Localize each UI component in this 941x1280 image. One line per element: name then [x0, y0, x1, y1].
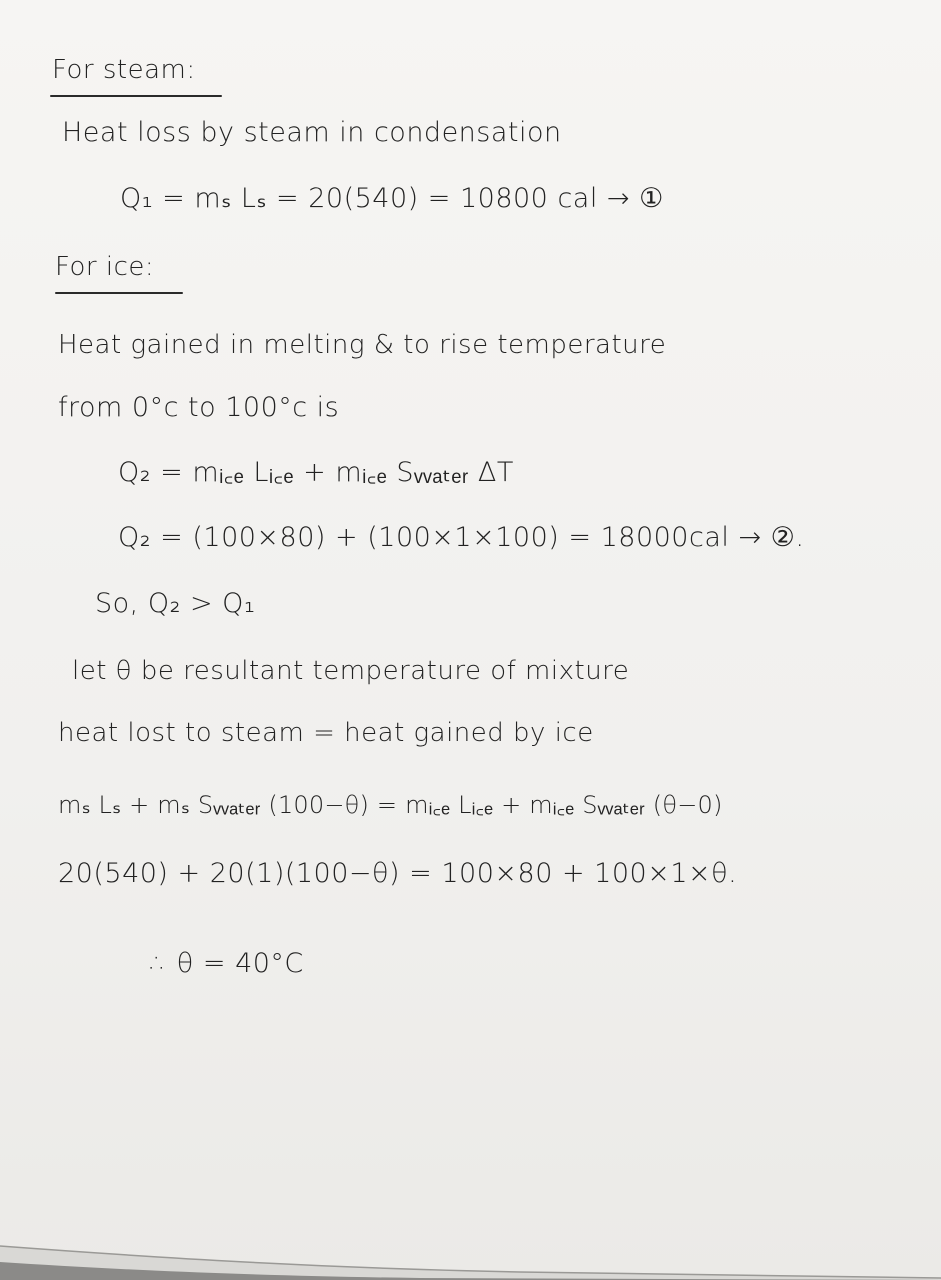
text-line: heat lost to steam = heat gained by ice	[58, 718, 594, 748]
result-line: ∴ θ = 40°C	[150, 948, 304, 979]
text-line: from 0°c to 100°c is	[58, 392, 340, 423]
equation-line: mₛ Lₛ + mₛ Sᵥᵥₐₜₑᵣ (100−θ) = mᵢ꜀ₑ Lᵢ꜀ₑ + mᵢ꜀ₑ Sᵥᵥₐₜₑᵣ (θ−0)	[58, 791, 723, 819]
page-edge-shadow	[0, 1228, 941, 1280]
equation-line: 20(540) + 20(1)(100−θ) = 100×80 + 100×1×θ.	[58, 858, 738, 889]
text-line: Heat gained in melting & to rise temperature	[58, 330, 667, 360]
equation-line: So, Q₂ > Q₁	[95, 588, 256, 619]
text-line: Heat loss by steam in condensation	[62, 117, 562, 148]
heading-for-ice: For ice:	[55, 252, 155, 282]
text-line: let θ be resultant temperature of mixture	[72, 656, 630, 686]
heading-for-steam: For steam:	[52, 55, 196, 85]
equation-line: Q₁ = mₛ Lₛ = 20(540) = 10800 cal → ①	[120, 183, 664, 214]
heading-underline	[55, 292, 183, 294]
equation-line: Q₂ = (100×80) + (100×1×100) = 18000cal → ②.	[118, 522, 805, 553]
heading-underline	[50, 95, 222, 97]
equation-line: Q₂ = mᵢ꜀ₑ Lᵢ꜀ₑ + mᵢ꜀ₑ Sᵥᵥₐₜₑᵣ ΔT	[118, 457, 514, 488]
